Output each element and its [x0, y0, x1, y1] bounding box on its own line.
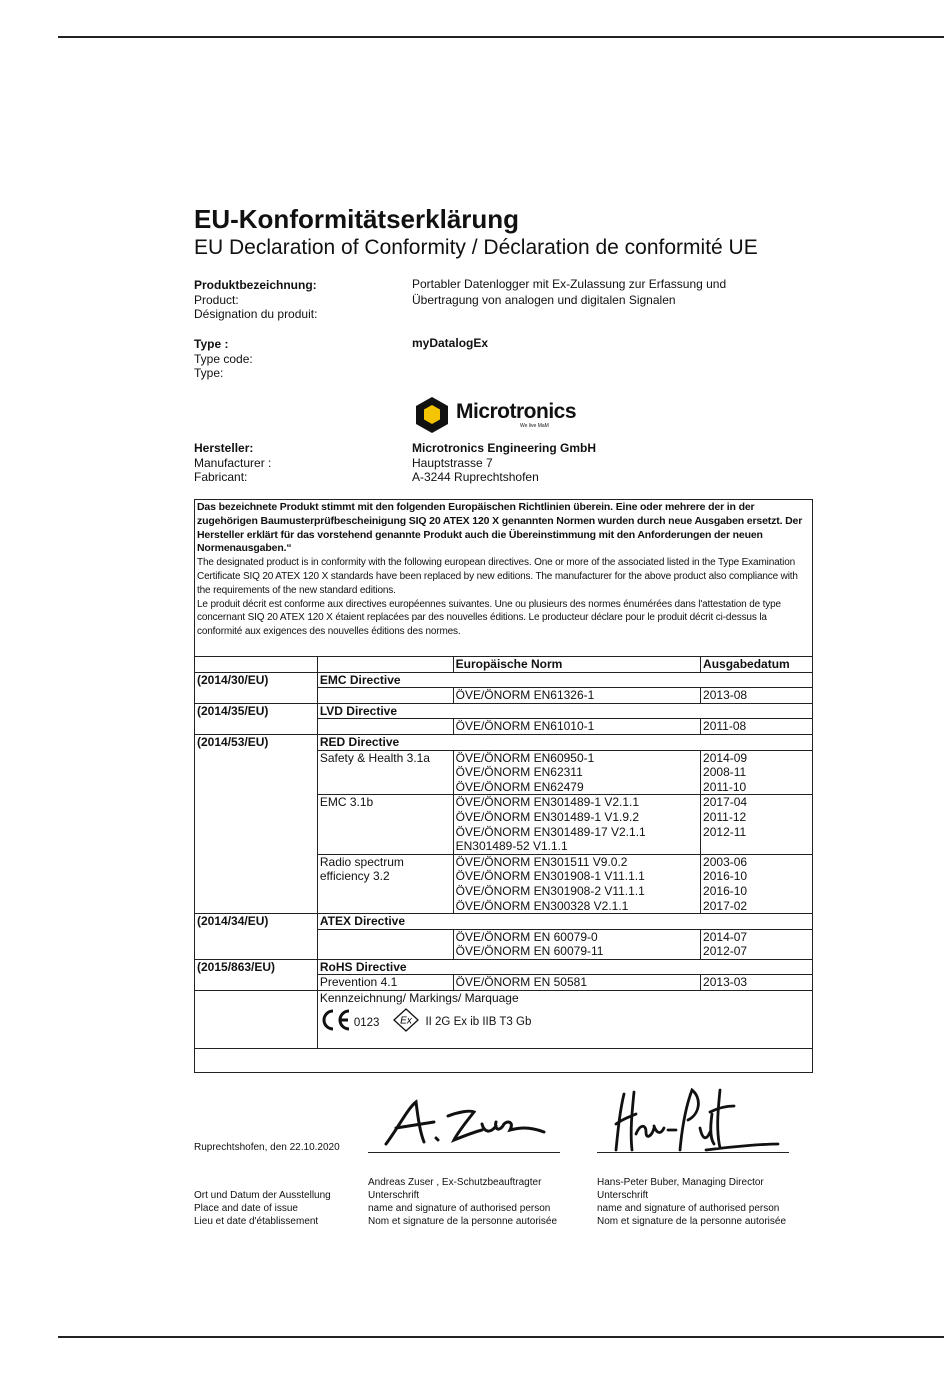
- signature-line-1: [368, 1152, 560, 1153]
- signatory-1: [368, 1176, 557, 1228]
- date-line: 2014-09: [703, 750, 748, 765]
- directive-code: (2014/30/EU): [195, 672, 318, 688]
- page-title: EU-Konformitätserklärung: [194, 204, 520, 234]
- col-date-header: Ausgabedatum: [701, 657, 813, 673]
- subclause-line: Radio spectrum: [319, 854, 404, 869]
- table-row: [195, 719, 813, 735]
- subclause-cell: Prevention 4.1: [317, 975, 453, 991]
- signature-label-en: name and signature of authorised person: [597, 1203, 780, 1214]
- norm-cell: ÖVE/ÖNORM EN 50581: [453, 975, 700, 991]
- date-line: 2017-02: [703, 898, 748, 913]
- norm-line: EN301489-52 V1.1.1: [455, 839, 568, 854]
- type-label-de: Type :: [194, 337, 229, 351]
- ex-code: II 2G Ex ib IIB T3 Gb: [425, 1016, 532, 1029]
- directive-code: (2014/35/EU): [195, 703, 318, 719]
- manufacturer-label-fr: Fabricant:: [194, 470, 248, 484]
- signature-label-de: Unterschrift: [368, 1190, 420, 1201]
- norm-line: ÖVE/ÖNORM EN301908-1 V11.1.1: [455, 869, 645, 884]
- statement-fr: Le produit décrit est conforme aux directives européennes suivantes. Une ou plusieurs des normes énumérées dans l'attestation de type concernant SIQ 20 ATEX 120 X étaient replacées par des nouvelles éditions. Le producteur déclare pour le produit décrit ci-dessus la conformité aux exigences des nouvelles éditions des normes.: [197, 598, 781, 638]
- subclause-cell: EMC 3.1b: [317, 795, 453, 854]
- logo-wordmark: Microtronics: [456, 400, 577, 423]
- signature-zuser: [378, 1098, 553, 1150]
- manufacturer-name: Microtronics Engineering GmbH: [412, 441, 597, 455]
- manufacturer-label-de: Hersteller:: [194, 441, 254, 455]
- microtronics-logo-icon: [412, 396, 452, 434]
- norm-line: ÖVE/ÖNORM EN301489-17 V2.1.1: [455, 824, 646, 839]
- product-label-de: Produktbezeichnung:: [194, 278, 317, 292]
- col-norm-header: Europäische Norm: [453, 657, 700, 673]
- signature-label-de: Unterschrift: [597, 1190, 649, 1201]
- product-label-fr: Désignation du produit:: [194, 307, 318, 321]
- bottom-rule: [58, 1336, 944, 1338]
- date-line: 2003-06: [703, 854, 748, 869]
- date-cell: [701, 854, 813, 913]
- norm-cell: [453, 750, 700, 795]
- date-line: 2017-04: [703, 795, 748, 810]
- conformity-box: [194, 499, 813, 1073]
- signatory-2: [597, 1176, 786, 1228]
- norm-line: ÖVE/ÖNORM EN301489-1 V2.1.1: [455, 795, 640, 810]
- microtronics-logo: [412, 396, 582, 434]
- logo-tagline: We live MaM: [520, 423, 549, 429]
- date-line: 2011-12: [703, 809, 747, 824]
- manufacturer-label-en: Manufacturer :: [194, 455, 272, 470]
- directive-code: (2015/863/EU): [195, 959, 318, 975]
- date-line: 2008-11: [703, 765, 747, 780]
- norm-line: ÖVE/ÖNORM EN 60079-0: [455, 929, 598, 944]
- norm-line: ÖVE/ÖNORM EN62311: [455, 765, 583, 780]
- statement-de: Das bezeichnete Produkt stimmt mit den folgenden Europäischen Richtlinien überein. Eine oder mehrere der in der zugehörigen Baumusterprüfbescheinigung SIQ 20 ATEX 120 X genannten Normen wurden durch neue Ausgaben ersetzt. Der Hersteller erklärt für das vorstehend genannte Produkt auch die Übereinstimmung mit den Anforderungen der neuen Normenausgaben.“: [197, 501, 803, 555]
- table-row: [195, 703, 813, 719]
- ex-mark-icon: [393, 1008, 419, 1032]
- page-subtitle: EU Declaration of Conformity / Déclaration de conformité UE: [194, 236, 758, 259]
- subclause-cell: [317, 854, 453, 913]
- subclause-cell: Safety & Health 3.1a: [317, 750, 453, 795]
- svg-text:Ex: Ex: [400, 1015, 413, 1027]
- date-line: 2014-07: [703, 929, 748, 944]
- date-cell: 2013-03: [701, 975, 813, 991]
- markings-symbols: [320, 1008, 810, 1032]
- norm-cell: [453, 854, 700, 913]
- table-row: [195, 914, 813, 930]
- table-row: [195, 672, 813, 688]
- directive-code: (2014/34/EU): [195, 914, 318, 930]
- signatory-2-name: Hans-Peter Buber, Managing Director: [597, 1177, 764, 1188]
- type-labels: [194, 337, 253, 381]
- norm-line: ÖVE/ÖNORM EN301511 V9.0.2: [455, 854, 628, 869]
- markings-row: [195, 991, 813, 1049]
- norm-line: ÖVE/ÖNORM EN 60079-11: [455, 944, 604, 959]
- ce-mark-icon: [320, 1008, 352, 1032]
- top-rule: [58, 36, 944, 38]
- date-cell: 2011-08: [701, 719, 813, 735]
- date-cell: [701, 750, 813, 795]
- product-value: [412, 277, 726, 308]
- product-value-line2: Übertragung von analogen und digitalen Signalen: [412, 292, 676, 307]
- date-cell: 2013-08: [701, 688, 813, 704]
- norm-line: ÖVE/ÖNORM EN301908-2 V11.1.1: [455, 883, 645, 898]
- place-label-fr: Lieu et date d'établissement: [194, 1216, 319, 1227]
- norm-line: ÖVE/ÖNORM EN300328 V2.1.1: [455, 898, 629, 913]
- manufacturer-street: Hauptstrasse 7: [412, 455, 493, 470]
- directive-name: ATEX Directive: [317, 914, 812, 930]
- date-cell: [701, 929, 813, 959]
- notified-body-number: 0123: [353, 1017, 380, 1030]
- norm-cell: [453, 929, 700, 959]
- norm-line: ÖVE/ÖNORM EN60950-1: [455, 750, 595, 765]
- directive-name: LVD Directive: [317, 703, 812, 719]
- place-date: Ruprechtshofen, den 22.10.2020: [194, 1142, 340, 1153]
- date-line: 2012-11: [703, 824, 747, 839]
- signature-label-fr: Nom et signature de la personne autorisée: [368, 1216, 558, 1227]
- directive-name: EMC Directive: [317, 672, 812, 688]
- table-header: [195, 657, 813, 673]
- type-value: myDatalogEx: [412, 336, 489, 350]
- directives-table: [194, 656, 813, 1049]
- subclause-line: efficiency 3.2: [319, 869, 390, 884]
- markings-label: Kennzeichnung/ Markings/ Marquage: [319, 991, 519, 1006]
- norm-cell: [453, 795, 700, 854]
- norm-cell: ÖVE/ÖNORM EN61326-1: [453, 688, 700, 704]
- norm-line: ÖVE/ÖNORM EN62479: [455, 779, 584, 794]
- product-label-en: Product:: [194, 292, 239, 307]
- norm-line: ÖVE/ÖNORM EN301489-1 V1.9.2: [455, 809, 640, 824]
- directive-code: (2014/53/EU): [195, 734, 318, 913]
- table-row: [195, 959, 813, 975]
- signature-line-2: [597, 1152, 789, 1153]
- product-value-line1: Portabler Datenlogger mit Ex-Zulassung zur Erfassung und: [412, 277, 727, 291]
- date-cell: [701, 795, 813, 854]
- place-labels: [194, 1189, 331, 1228]
- table-row: [195, 688, 813, 704]
- norm-cell: ÖVE/ÖNORM EN61010-1: [453, 719, 700, 735]
- date-line: 2016-10: [703, 883, 748, 898]
- signature-label-fr: Nom et signature de la personne autorisée: [597, 1216, 787, 1227]
- product-labels: [194, 278, 317, 322]
- date-line: 2011-10: [703, 779, 747, 794]
- markings-cell: [317, 991, 812, 1049]
- manufacturer-city: A-3244 Ruprechtshofen: [412, 470, 539, 484]
- date-line: 2012-07: [703, 944, 748, 959]
- directive-name: RoHS Directive: [317, 959, 812, 975]
- signatory-1-name: Andreas Zuser , Ex-Schutzbeauftragter: [368, 1177, 542, 1188]
- place-label-en: Place and date of issue: [194, 1203, 298, 1214]
- type-label-fr: Type:: [194, 366, 224, 380]
- table-row: [195, 929, 813, 959]
- signature-label-en: name and signature of authorised person: [368, 1203, 551, 1214]
- statement-en: The designated product is in conformity with the following european directives. One or more of the associated listed in the Type Examination Certificate SIQ 20 ATEX 120 X standards have been replaced by new editions. The manufacturer for the above product also compliance with the requirements of the new standard editions.: [197, 557, 798, 596]
- table-row: [195, 734, 813, 750]
- manufacturer-value: [412, 441, 596, 485]
- date-line: 2016-10: [703, 869, 748, 884]
- manufacturer-labels: [194, 441, 271, 485]
- place-label-de: Ort und Datum der Ausstellung: [194, 1190, 331, 1201]
- conformity-statement: [197, 501, 811, 639]
- table-row: [195, 975, 813, 991]
- signature-buber: [606, 1084, 786, 1158]
- directive-name: RED Directive: [317, 734, 812, 750]
- type-label-en: Type code:: [194, 351, 253, 366]
